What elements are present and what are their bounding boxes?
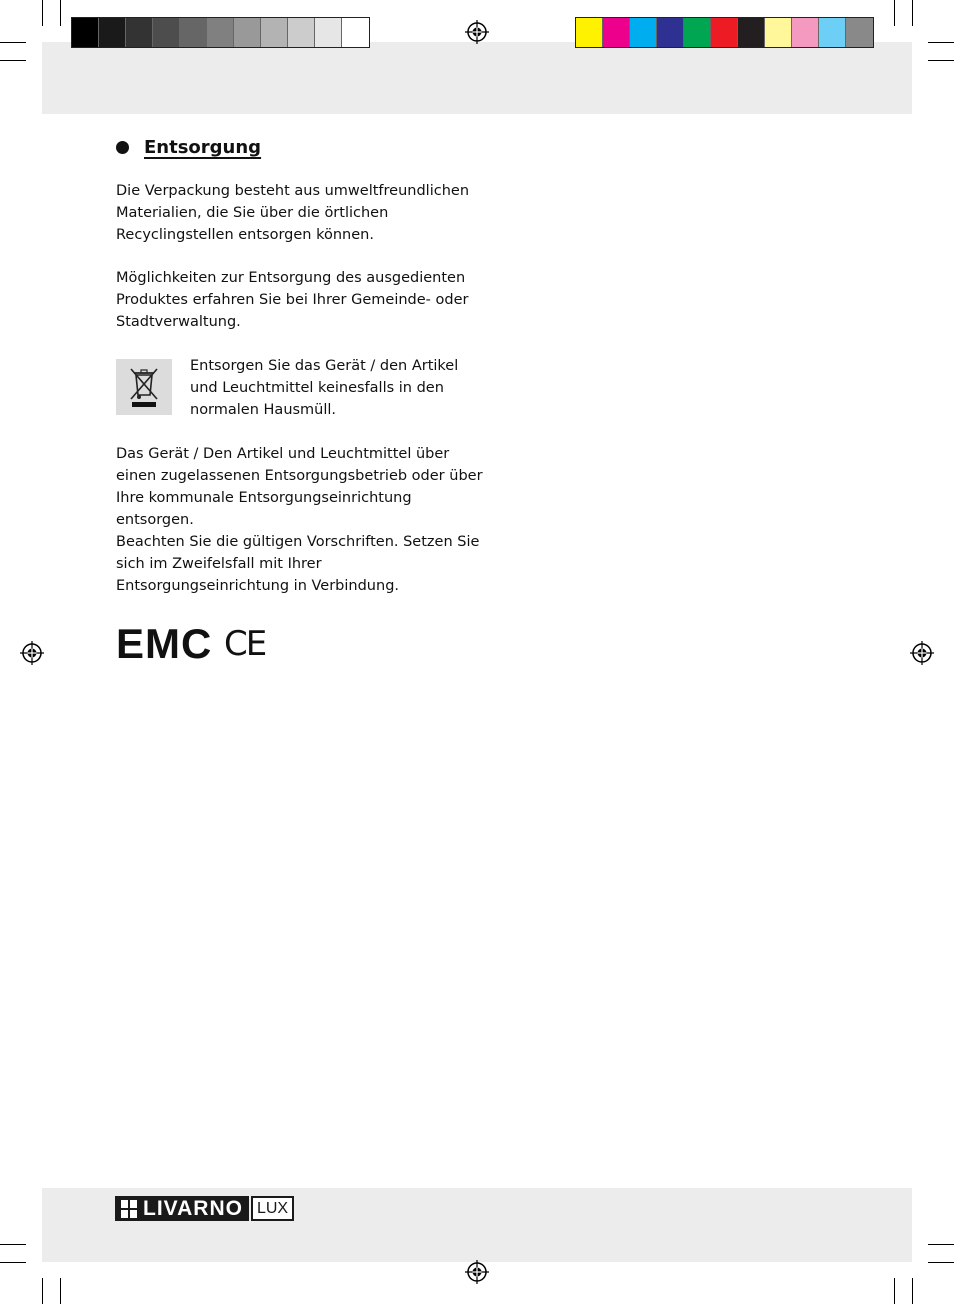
crop-mark xyxy=(0,1244,26,1245)
paragraph-packaging: Die Verpackung besteht aus umweltfreundlichen Materialien, die Sie über die örtlichen Recyclingstellen entsorgen können. xyxy=(116,183,470,243)
color-swatch xyxy=(792,18,819,47)
disposal-section xyxy=(116,134,486,667)
color-swatch xyxy=(819,18,846,47)
crop-mark xyxy=(928,1244,954,1245)
crop-mark xyxy=(0,42,26,43)
color-swatch xyxy=(315,18,342,47)
registration-mark-icon xyxy=(20,641,44,665)
color-swatch xyxy=(72,18,99,47)
section-heading xyxy=(116,134,486,160)
color-swatch xyxy=(846,18,873,47)
crop-mark xyxy=(928,1262,954,1263)
color-swatch xyxy=(711,18,738,47)
paragraph-disposal-options: Möglichkeiten zur Entsorgung des ausgedienten Produktes erfahren Sie bei Ihrer Gemeinde- oder Stadtverwaltung. xyxy=(116,270,469,330)
crop-mark xyxy=(0,60,26,61)
emc-mark: EMC xyxy=(116,620,213,667)
ce-mark: CE xyxy=(224,624,266,664)
color-swatch xyxy=(234,18,261,47)
crop-mark xyxy=(42,1278,43,1304)
crop-mark xyxy=(894,1278,895,1304)
bullet-icon xyxy=(116,141,129,154)
color-swatch xyxy=(126,18,153,47)
process-color-bar xyxy=(575,17,874,48)
logo-word: LIVARNO xyxy=(143,1196,243,1220)
header-band xyxy=(42,42,912,114)
weee-box xyxy=(116,359,172,415)
color-swatch xyxy=(576,18,603,47)
color-swatch xyxy=(765,18,792,47)
crop-mark xyxy=(928,60,954,61)
registration-mark-icon xyxy=(465,20,489,44)
paragraph-disposal-facility: Das Gerät / Den Artikel und Leuchtmittel über einen zugelassenen Entsorgungsbetrieb oder über Ihre kommunale Entsorgungseinrichtung entsorgen. xyxy=(116,446,483,528)
registration-mark-icon xyxy=(465,1260,489,1284)
crop-mark xyxy=(42,0,43,26)
crop-mark xyxy=(912,1278,913,1304)
logo-suffix: LUX xyxy=(251,1196,294,1221)
color-swatch xyxy=(657,18,684,47)
color-swatch xyxy=(207,18,234,47)
color-swatch xyxy=(603,18,630,47)
weee-warning-text: Entsorgen Sie das Gerät / den Artikel und Leuchtmittel keinesfalls in den normalen Hausmüll. xyxy=(190,358,459,418)
color-swatch xyxy=(684,18,711,47)
color-swatch xyxy=(180,18,207,47)
heading-text: Entsorgung xyxy=(144,136,262,158)
crop-mark xyxy=(60,1278,61,1304)
color-swatch xyxy=(738,18,765,47)
color-swatch xyxy=(99,18,126,47)
grayscale-color-bar xyxy=(71,17,370,48)
color-swatch xyxy=(288,18,315,47)
crop-mark xyxy=(894,0,895,26)
color-swatch xyxy=(153,18,180,47)
color-swatch xyxy=(261,18,288,47)
registration-mark-icon xyxy=(910,641,934,665)
livarno-lux-logo xyxy=(115,1196,294,1221)
logo-main xyxy=(115,1196,249,1221)
crop-mark xyxy=(60,0,61,26)
color-swatch xyxy=(342,18,369,47)
crossed-out-wheelie-bin-icon xyxy=(116,359,172,415)
crop-mark xyxy=(928,42,954,43)
crop-mark xyxy=(912,0,913,26)
crop-mark xyxy=(0,1262,26,1263)
paragraph-regulations: Beachten Sie die gültigen Vorschriften. Setzen Sie sich im Zweifelsfall mit Ihrer Entsorgungseinrichtung in Verbindung. xyxy=(116,534,480,594)
logo-window-icon xyxy=(121,1200,137,1218)
color-swatch xyxy=(630,18,657,47)
